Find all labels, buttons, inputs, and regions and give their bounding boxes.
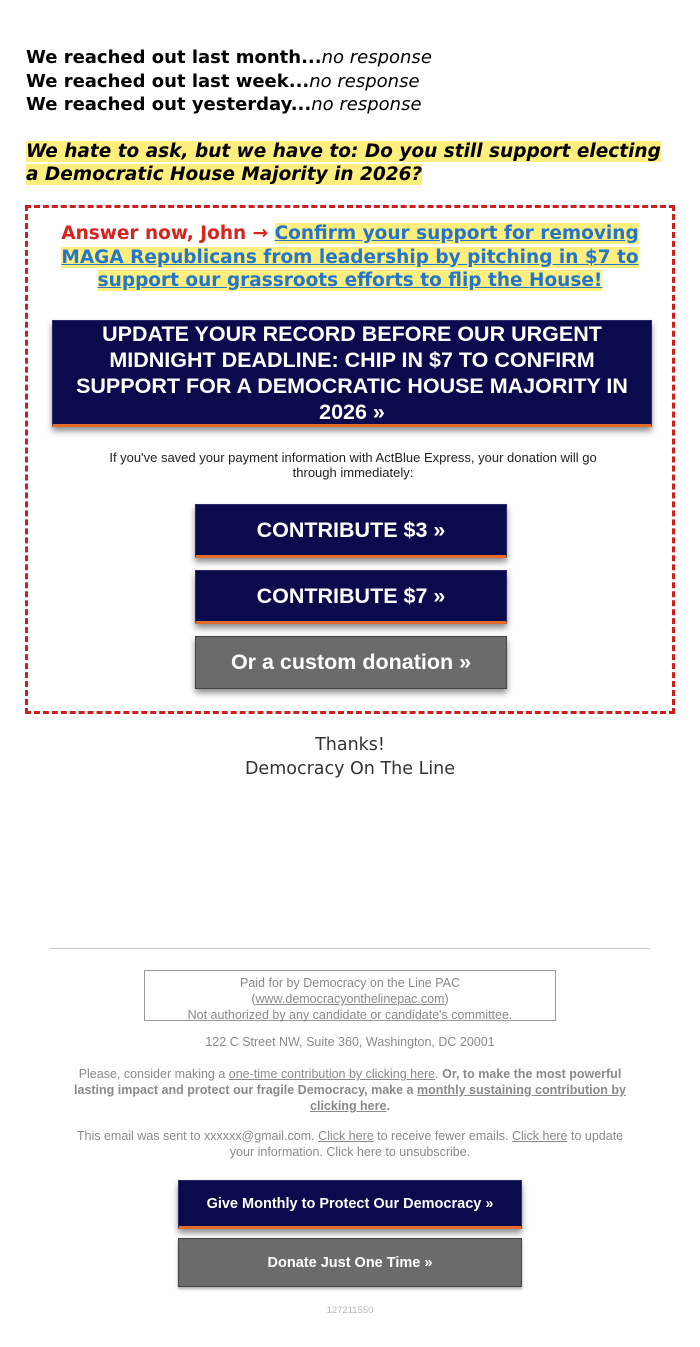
intro-line-yesterday: We reached out yesterday...no response xyxy=(26,94,422,115)
intro-block xyxy=(26,46,666,117)
custom-donation-button[interactable]: Or a custom donation » xyxy=(195,636,507,689)
donate-one-time-button[interactable]: Donate Just One Time » xyxy=(178,1238,522,1287)
one-time-contribution-link[interactable]: one-time contribution by clicking here xyxy=(228,1067,436,1081)
answer-prompt xyxy=(56,222,644,293)
signoff-thanks: Thanks! xyxy=(315,735,385,755)
fewer-emails-link[interactable]: Click here xyxy=(318,1129,374,1143)
email-code: 127211550 xyxy=(326,1305,374,1316)
actblue-express-note: If you've saved your payment information with ActBlue Express, your donation will go through immediately: xyxy=(109,450,597,480)
email-notice: This email was sent to xxxxxx@gmail.com. Click here to receive fewer emails. Click here to update your information. Click here to unsubscribe. xyxy=(76,1129,624,1159)
update-record-button[interactable]: UPDATE YOUR RECORD BEFORE OUR URGENT MIDNIGHT DEADLINE: CHIP IN $7 TO CONFIRM SUPPORT FOR A DEMOCRATIC HOUSE MAJORITY IN 2026 » xyxy=(52,320,652,427)
contribute-7-button[interactable]: CONTRIBUTE $7 » xyxy=(195,570,507,624)
mailing-address: 122 C Street NW, Suite 360, Washington, DC 20001 xyxy=(205,1035,495,1049)
update-info-link[interactable]: Click here xyxy=(511,1129,568,1143)
paid-url-line: (www.democracyonthelinepac.com) xyxy=(251,992,449,1006)
monthly-contribution-link[interactable]: monthly sustaining contribution by clicking here xyxy=(310,1083,626,1113)
answer-lead: Answer now, John → xyxy=(61,223,269,244)
give-monthly-button[interactable]: Give Monthly to Protect Our Democracy » xyxy=(178,1180,522,1229)
intro-line-month: We reached out last month...no response xyxy=(26,47,432,68)
footer-divider xyxy=(50,948,650,949)
donation-box xyxy=(25,205,675,714)
intro-line-week: We reached out last week...no response xyxy=(26,70,420,92)
pac-website-link[interactable]: www.democracyonthelinepac.com xyxy=(255,992,445,1006)
support-question: We hate to ask, but we have to: Do you still support electing a Democratic House Majority in 2026? xyxy=(26,141,661,185)
paid-for-box xyxy=(144,970,556,1021)
confirm-support-link[interactable]: Confirm your support for removing MAGA Republicans from leadership by pitching in $7 to support our grassroots efforts to flip the House! xyxy=(61,223,639,291)
contribution-appeal: Please, consider making a one-time contribution by clicking here. Or, to make the most powerful lasting impact and protect our fragile Democracy, make a monthly sustaining contribution by clicking here. xyxy=(74,1067,626,1113)
contribute-3-button[interactable]: CONTRIBUTE $3 » xyxy=(195,504,507,558)
signoff-org: Democracy On The Line xyxy=(244,759,456,779)
paid-line: Paid for by Democracy on the Line PAC xyxy=(239,976,460,990)
signoff xyxy=(0,733,700,781)
not-authorized-line: Not authorized by any candidate or candidate's committee. xyxy=(187,1008,513,1022)
